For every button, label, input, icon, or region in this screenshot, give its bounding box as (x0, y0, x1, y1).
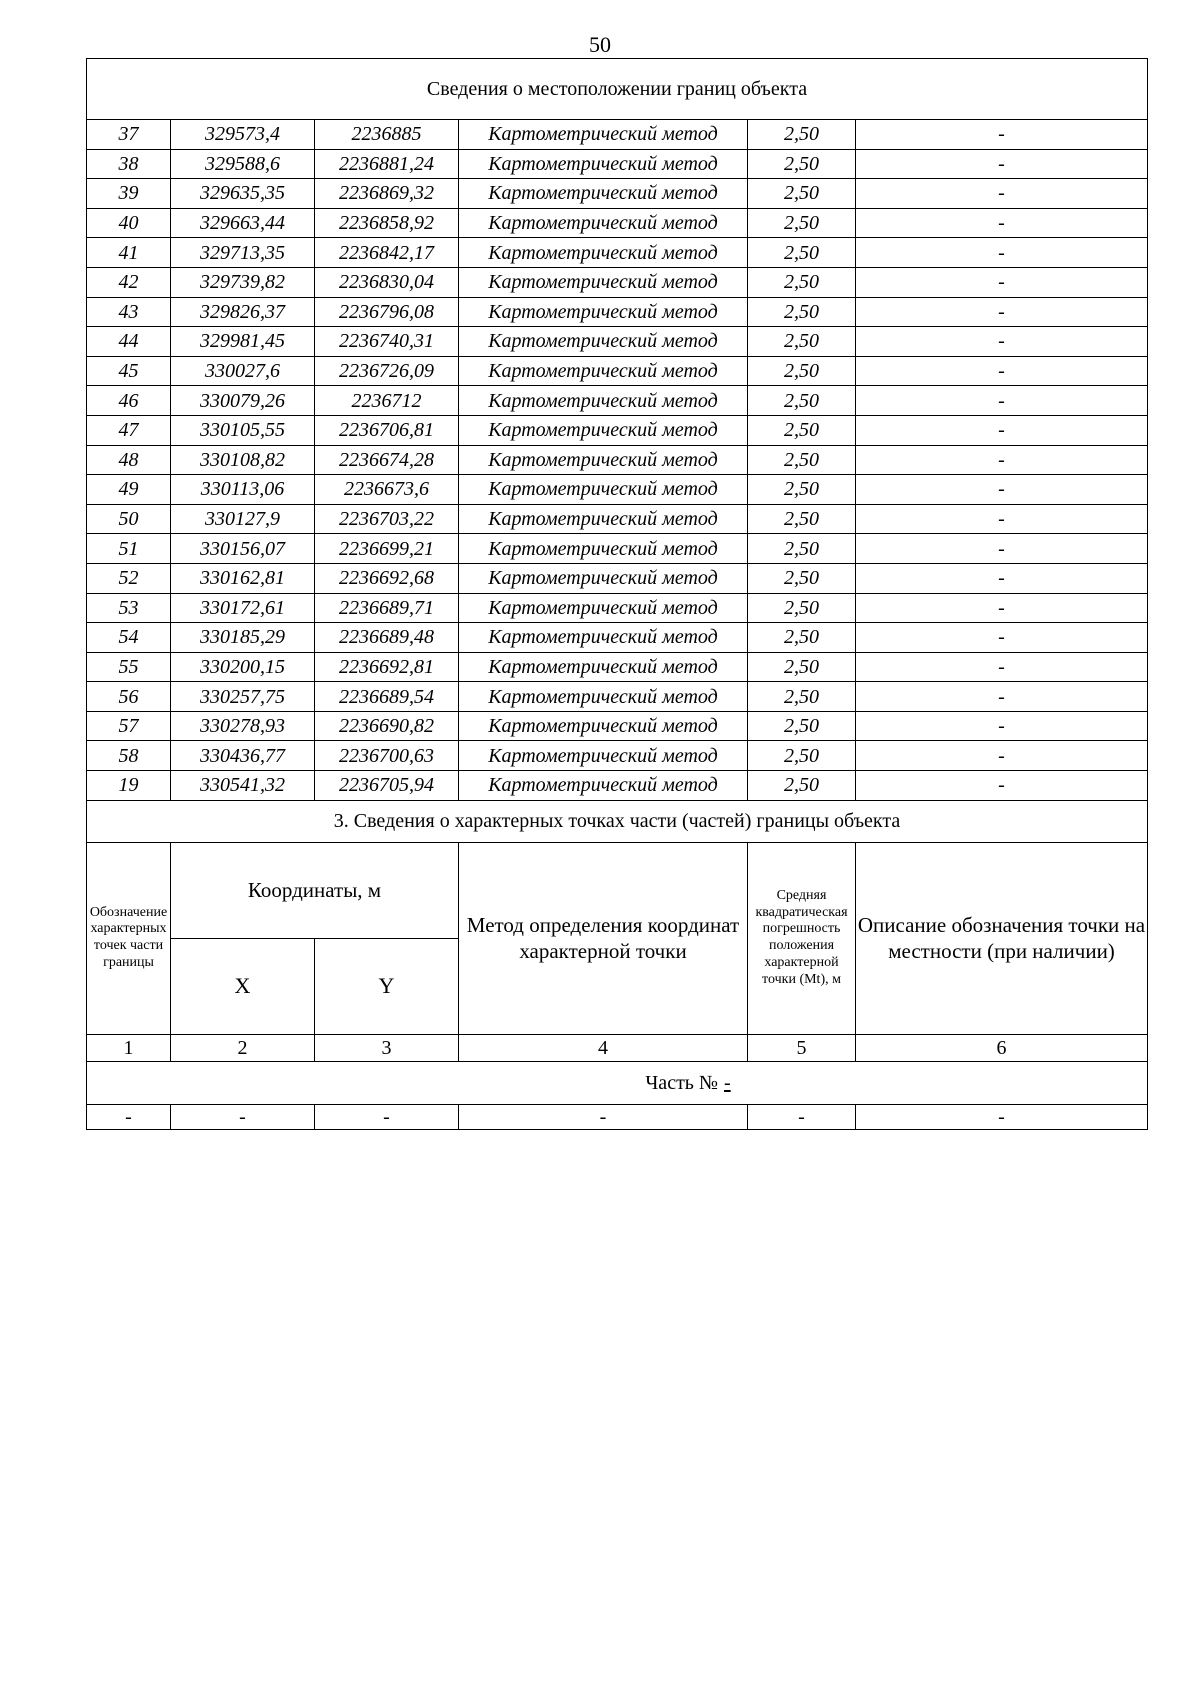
table-row (87, 120, 1148, 150)
y-coordinate-cell: 2236869,32 (315, 179, 459, 209)
header-mean-error: Средняя квадратическая погрешность положения характерной точки (Mt), м (748, 842, 856, 1034)
header-y: Y (315, 938, 459, 1034)
description-cell: - (856, 741, 1148, 771)
column-numbers-row (87, 1034, 1148, 1061)
x-coordinate-cell: 330172,61 (171, 593, 315, 623)
mean-error-cell: 2,50 (748, 327, 856, 357)
point-number-cell: 48 (87, 445, 171, 475)
x-coordinate-cell: 329826,37 (171, 297, 315, 327)
mean-error-cell: 2,50 (748, 415, 856, 445)
method-cell: Картометрический метод (459, 534, 748, 564)
x-coordinate-cell: 329981,45 (171, 327, 315, 357)
method-cell: Картометрический метод (459, 267, 748, 297)
y-coordinate-cell: 2236885 (315, 120, 459, 150)
x-coordinate-cell: 329635,35 (171, 179, 315, 209)
x-coordinate-cell: 329588,6 (171, 149, 315, 179)
point-number-cell: 54 (87, 623, 171, 653)
y-coordinate-cell: 2236706,81 (315, 415, 459, 445)
x-coordinate-cell: 329573,4 (171, 120, 315, 150)
description-cell: - (856, 120, 1148, 150)
table-row (87, 652, 1148, 682)
point-number-cell: 45 (87, 356, 171, 386)
mean-error-cell: 2,50 (748, 120, 856, 150)
mean-error-cell: 2,50 (748, 297, 856, 327)
empty-cell: - (748, 1104, 856, 1129)
point-number-cell: 39 (87, 179, 171, 209)
point-number-cell: 50 (87, 504, 171, 534)
method-cell: Картометрический метод (459, 415, 748, 445)
description-cell: - (856, 623, 1148, 653)
method-cell: Картометрический метод (459, 593, 748, 623)
method-cell: Картометрический метод (459, 623, 748, 653)
description-cell: - (856, 149, 1148, 179)
mean-error-cell: 2,50 (748, 267, 856, 297)
mean-error-cell: 2,50 (748, 623, 856, 653)
point-number-cell: 37 (87, 120, 171, 150)
point-number-cell: 56 (87, 682, 171, 712)
header-description: Описание обозначения точки на местности (при наличии) (856, 842, 1148, 1034)
description-cell: - (856, 534, 1148, 564)
point-number-cell: 57 (87, 711, 171, 741)
point-number-cell: 52 (87, 563, 171, 593)
y-coordinate-cell: 2236689,48 (315, 623, 459, 653)
header-coordinates: Координаты, м (171, 842, 459, 938)
table-row (87, 623, 1148, 653)
part-cell (87, 1061, 1148, 1104)
section3-title-row (87, 800, 1148, 842)
table-row (87, 711, 1148, 741)
description-cell: - (856, 386, 1148, 416)
table-row (87, 593, 1148, 623)
description-cell: - (856, 179, 1148, 209)
column-number: 2 (171, 1034, 315, 1061)
x-coordinate-cell: 330108,82 (171, 445, 315, 475)
method-cell: Картометрический метод (459, 711, 748, 741)
description-cell: - (856, 475, 1148, 505)
table-row (87, 682, 1148, 712)
y-coordinate-cell: 2236796,08 (315, 297, 459, 327)
x-coordinate-cell: 330027,6 (171, 356, 315, 386)
table-row (87, 356, 1148, 386)
description-cell: - (856, 711, 1148, 741)
column-number: 1 (87, 1034, 171, 1061)
method-cell: Картометрический метод (459, 504, 748, 534)
table-row (87, 149, 1148, 179)
y-coordinate-cell: 2236881,24 (315, 149, 459, 179)
table-title: Сведения о местоположении границ объекта (87, 59, 1148, 120)
point-number-cell: 55 (87, 652, 171, 682)
table-row (87, 267, 1148, 297)
y-coordinate-cell: 2236690,82 (315, 711, 459, 741)
mean-error-cell: 2,50 (748, 475, 856, 505)
empty-cell: - (171, 1104, 315, 1129)
column-number: 5 (748, 1034, 856, 1061)
table-row (87, 297, 1148, 327)
y-coordinate-cell: 2236692,68 (315, 563, 459, 593)
y-coordinate-cell: 2236740,31 (315, 327, 459, 357)
description-cell: - (856, 652, 1148, 682)
empty-cell: - (459, 1104, 748, 1129)
table-row (87, 504, 1148, 534)
empty-part-row (87, 1104, 1148, 1129)
page-number: 50 (589, 32, 611, 57)
description-cell: - (856, 327, 1148, 357)
x-coordinate-cell: 330127,9 (171, 504, 315, 534)
y-coordinate-cell: 2236689,54 (315, 682, 459, 712)
table-row (87, 741, 1148, 771)
point-number-cell: 43 (87, 297, 171, 327)
method-cell: Картометрический метод (459, 475, 748, 505)
mean-error-cell: 2,50 (748, 208, 856, 238)
x-coordinate-cell: 330185,29 (171, 623, 315, 653)
x-coordinate-cell: 330278,93 (171, 711, 315, 741)
table-row (87, 475, 1148, 505)
method-cell: Картометрический метод (459, 563, 748, 593)
x-coordinate-cell: 330156,07 (171, 534, 315, 564)
part-value: - (724, 1071, 731, 1094)
empty-cell: - (856, 1104, 1148, 1129)
mean-error-cell: 2,50 (748, 179, 856, 209)
boundary-table (86, 58, 1148, 1130)
mean-error-cell: 2,50 (748, 504, 856, 534)
description-cell: - (856, 445, 1148, 475)
section3-title: 3. Сведения о характерных точках части (частей) границы объекта (87, 800, 1148, 842)
x-coordinate-cell: 330200,15 (171, 652, 315, 682)
x-coordinate-cell: 330105,55 (171, 415, 315, 445)
mean-error-cell: 2,50 (748, 563, 856, 593)
method-cell: Картометрический метод (459, 386, 748, 416)
method-cell: Картометрический метод (459, 741, 748, 771)
point-number-cell: 47 (87, 415, 171, 445)
point-number-cell: 19 (87, 771, 171, 801)
mean-error-cell: 2,50 (748, 682, 856, 712)
x-coordinate-cell: 330436,77 (171, 741, 315, 771)
point-number-cell: 42 (87, 267, 171, 297)
mean-error-cell: 2,50 (748, 386, 856, 416)
table-row (87, 386, 1148, 416)
y-coordinate-cell: 2236726,09 (315, 356, 459, 386)
method-cell: Картометрический метод (459, 238, 748, 268)
method-cell: Картометрический метод (459, 652, 748, 682)
point-number-cell: 51 (87, 534, 171, 564)
table-row (87, 208, 1148, 238)
y-coordinate-cell: 2236673,6 (315, 475, 459, 505)
point-number-cell: 46 (87, 386, 171, 416)
description-cell: - (856, 208, 1148, 238)
y-coordinate-cell: 2236858,92 (315, 208, 459, 238)
y-coordinate-cell: 2236705,94 (315, 771, 459, 801)
description-cell: - (856, 771, 1148, 801)
mean-error-cell: 2,50 (748, 711, 856, 741)
method-cell: Картометрический метод (459, 356, 748, 386)
x-coordinate-cell: 330079,26 (171, 386, 315, 416)
point-number-cell: 40 (87, 208, 171, 238)
mean-error-cell: 2,50 (748, 238, 856, 268)
mean-error-cell: 2,50 (748, 445, 856, 475)
method-cell: Картометрический метод (459, 445, 748, 475)
method-cell: Картометрический метод (459, 179, 748, 209)
method-cell: Картометрический метод (459, 208, 748, 238)
section3-header-row-top (87, 842, 1148, 938)
method-cell: Картометрический метод (459, 149, 748, 179)
mean-error-cell: 2,50 (748, 771, 856, 801)
y-coordinate-cell: 2236700,63 (315, 741, 459, 771)
mean-error-cell: 2,50 (748, 356, 856, 386)
table-row (87, 415, 1148, 445)
empty-cell: - (87, 1104, 171, 1129)
x-coordinate-cell: 330541,32 (171, 771, 315, 801)
method-cell: Картометрический метод (459, 297, 748, 327)
y-coordinate-cell: 2236703,22 (315, 504, 459, 534)
x-coordinate-cell: 329739,82 (171, 267, 315, 297)
table-row (87, 238, 1148, 268)
point-number-cell: 38 (87, 149, 171, 179)
method-cell: Картометрический метод (459, 682, 748, 712)
column-number: 4 (459, 1034, 748, 1061)
x-coordinate-cell: 330257,75 (171, 682, 315, 712)
x-coordinate-cell: 330113,06 (171, 475, 315, 505)
part-row (87, 1061, 1148, 1104)
description-cell: - (856, 356, 1148, 386)
point-number-cell: 41 (87, 238, 171, 268)
y-coordinate-cell: 2236842,17 (315, 238, 459, 268)
description-cell: - (856, 682, 1148, 712)
method-cell: Картометрический метод (459, 771, 748, 801)
mean-error-cell: 2,50 (748, 741, 856, 771)
table-title-row (87, 59, 1148, 120)
header-point-designation: Обозначение характерных точек части границы (87, 842, 171, 1034)
mean-error-cell: 2,50 (748, 149, 856, 179)
y-coordinate-cell: 2236699,21 (315, 534, 459, 564)
mean-error-cell: 2,50 (748, 593, 856, 623)
table-row (87, 563, 1148, 593)
point-number-cell: 58 (87, 741, 171, 771)
method-cell: Картометрический метод (459, 327, 748, 357)
description-cell: - (856, 238, 1148, 268)
description-cell: - (856, 267, 1148, 297)
point-number-cell: 44 (87, 327, 171, 357)
y-coordinate-cell: 2236712 (315, 386, 459, 416)
table-row (87, 534, 1148, 564)
y-coordinate-cell: 2236692,81 (315, 652, 459, 682)
table-row (87, 771, 1148, 801)
header-method: Метод определения координат характерной точки (459, 842, 748, 1034)
y-coordinate-cell: 2236830,04 (315, 267, 459, 297)
column-number: 6 (856, 1034, 1148, 1061)
part-label: Часть № (645, 1071, 719, 1094)
empty-cell: - (315, 1104, 459, 1129)
description-cell: - (856, 297, 1148, 327)
x-coordinate-cell: 330162,81 (171, 563, 315, 593)
mean-error-cell: 2,50 (748, 534, 856, 564)
method-cell: Картометрический метод (459, 120, 748, 150)
description-cell: - (856, 415, 1148, 445)
header-x: X (171, 938, 315, 1034)
table-row (87, 327, 1148, 357)
description-cell: - (856, 504, 1148, 534)
column-number: 3 (315, 1034, 459, 1061)
y-coordinate-cell: 2236689,71 (315, 593, 459, 623)
point-number-cell: 49 (87, 475, 171, 505)
x-coordinate-cell: 329713,35 (171, 238, 315, 268)
x-coordinate-cell: 329663,44 (171, 208, 315, 238)
table-row (87, 445, 1148, 475)
point-number-cell: 53 (87, 593, 171, 623)
description-cell: - (856, 563, 1148, 593)
description-cell: - (856, 593, 1148, 623)
mean-error-cell: 2,50 (748, 652, 856, 682)
table-row (87, 179, 1148, 209)
y-coordinate-cell: 2236674,28 (315, 445, 459, 475)
